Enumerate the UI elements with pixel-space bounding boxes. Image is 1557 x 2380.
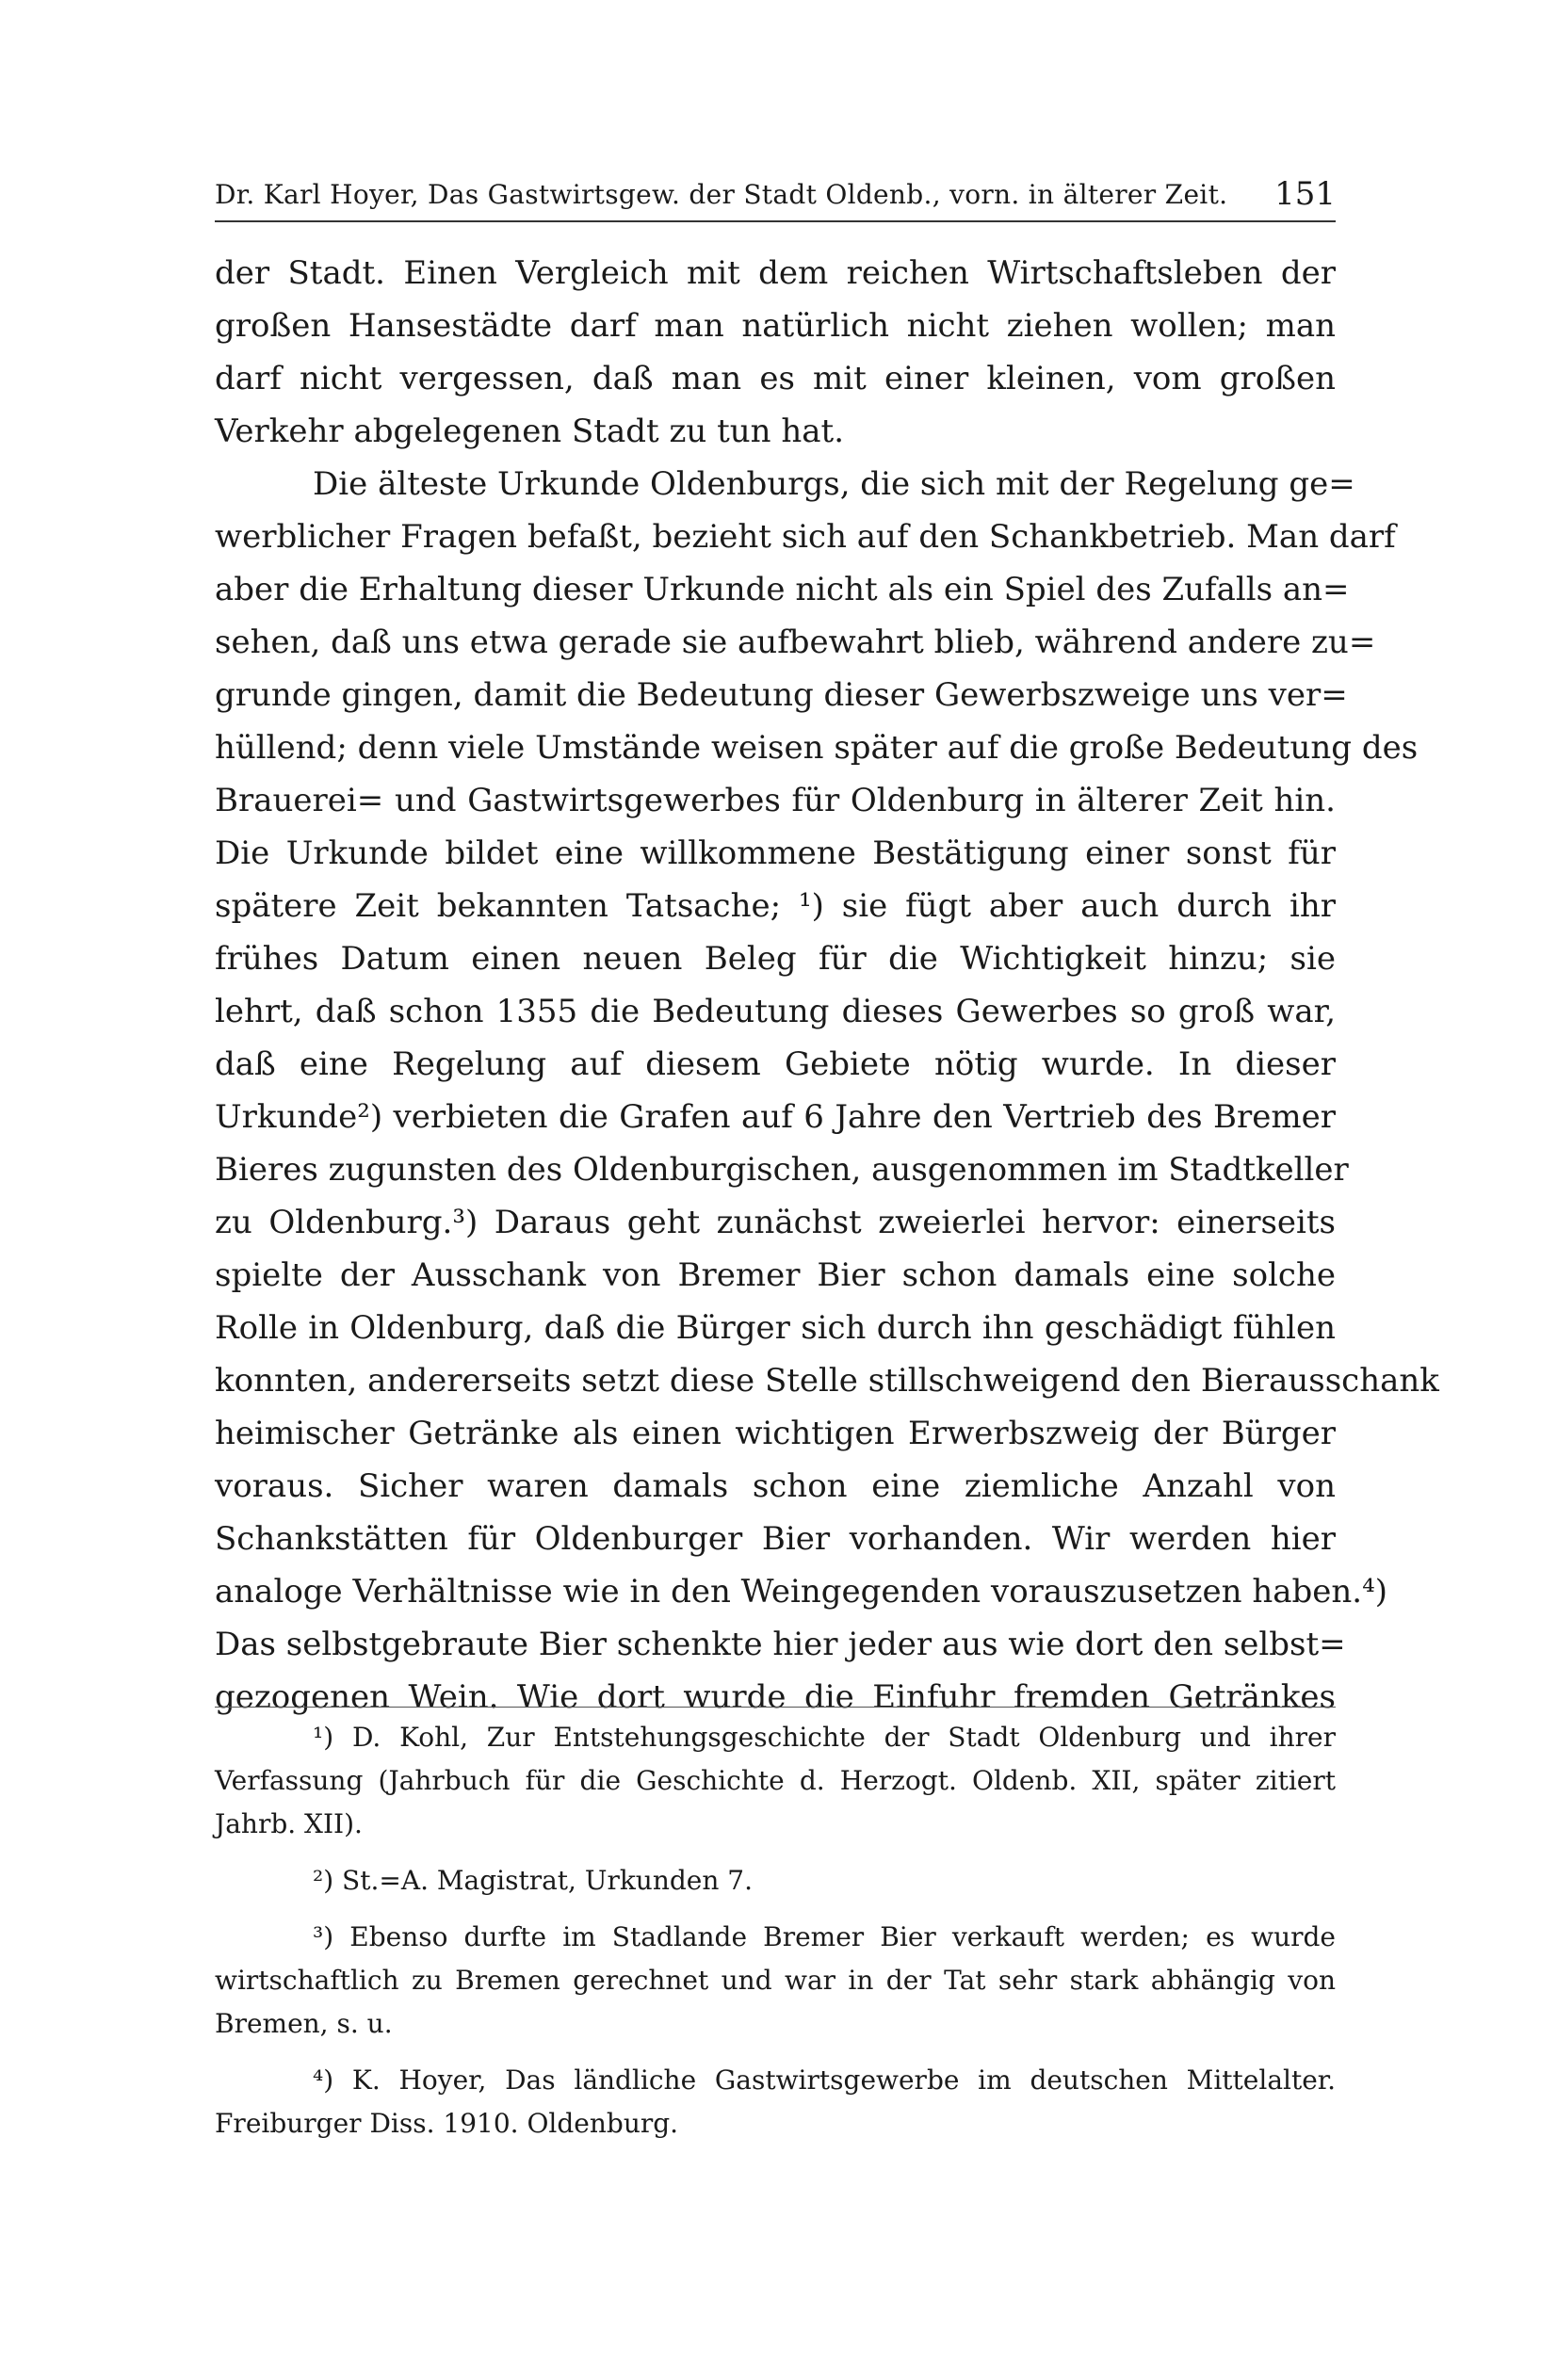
paragraph-first-line: Die älteste Urkunde Oldenburgs, die sich mit der Regelung ge= [313, 465, 1355, 503]
text-line: heimischer Getränke als einen wichtigen Erwerbszweig der Bürger [215, 1415, 1336, 1452]
text-line: der Stadt. Einen Vergleich mit dem reichen Wirtschaftsleben der [215, 254, 1336, 292]
text-line: spätere Zeit bekannten Tatsache; ¹) sie fügt aber auch durch ihr [215, 887, 1336, 925]
footnote-divider [215, 1707, 1336, 1708]
footnote-2 [215, 1859, 1336, 1902]
text-line: zu Oldenburg.³) Daraus geht zunächst zweierlei hervor: einerseits [215, 1204, 1336, 1241]
main-text [215, 247, 1439, 1724]
text-line: hüllend; denn viele Umstände weisen später auf die große Bedeutung des [215, 729, 1419, 767]
text-line: analoge Verhältnisse wie in den Weingegenden vorauszusetzen haben.⁴) [215, 1573, 1387, 1611]
text-line: Verkehr abgelegenen Stadt zu tun hat. [215, 413, 844, 450]
text-line: Rolle in Oldenburg, daß die Bürger sich durch ihn geschädigt fühlen [215, 1309, 1336, 1347]
footnote-3 [215, 1916, 1336, 2046]
text-line: großen Hansestädte darf man natürlich nicht ziehen wollen; man [215, 307, 1336, 345]
footnote-line: Bremen, s. u. [215, 2008, 393, 2039]
footnotes [215, 1716, 1336, 2145]
text-line: frühes Datum einen neuen Beleg für die Wichtigkeit hinzu; sie [215, 940, 1336, 978]
text-line: Brauerei= und Gastwirtsgewerbes für Oldenburg in älterer Zeit hin. [215, 782, 1336, 819]
footnote-1 [215, 1716, 1336, 1846]
text-line: voraus. Sicher waren damals schon eine ziemliche Anzahl von [215, 1467, 1336, 1505]
text-line: aber die Erhaltung dieser Urkunde nicht als ein Spiel des Zufalls an= [215, 571, 1350, 608]
text-line: Schankstätten für Oldenburger Bier vorhanden. Wir werden hier [215, 1520, 1336, 1558]
page-number: 151 [1274, 175, 1336, 213]
text-line: lehrt, daß schon 1355 die Bedeutung dieses Gewerbes so groß war, [215, 993, 1336, 1030]
text-line: werblicher Fragen befaßt, bezieht sich auf den Schankbetrieb. Man darf [215, 518, 1396, 556]
text-line: Das selbstgebraute Bier schenkte hier jeder aus wie dort den selbst= [215, 1626, 1346, 1663]
footnote-line: Jahrb. XII). [215, 1808, 363, 1839]
text-line: daß eine Regelung auf diesem Gebiete nötig wurde. In dieser [215, 1045, 1336, 1083]
text-line: konnten, andererseits setzt diese Stelle stillschweigend den Bierausschank [215, 1362, 1439, 1400]
running-header [215, 173, 1336, 222]
text-line: gezogenen Wein. Wie dort wurde die Einfuhr fremden Getränkes [215, 1678, 1336, 1716]
footnote-line: Verfassung (Jahrbuch für die Geschichte d. Herzogt. Oldenb. XII, später zitiert [215, 1765, 1336, 1796]
footnote-line: Freiburger Diss. 1910. Oldenburg. [215, 2108, 679, 2139]
text-line: darf nicht vergessen, daß man es mit einer kleinen, vom großen [215, 360, 1336, 397]
footnote-line: ²) St.=A. Magistrat, Urkunden 7. [313, 1865, 754, 1896]
text-line: sehen, daß uns etwa gerade sie aufbewahrt blieb, während andere zu= [215, 623, 1376, 661]
footnote-line: ⁴) K. Hoyer, Das ländliche Gastwirtsgewerbe im deutschen Mittelalter. [313, 2064, 1336, 2096]
text-line: spielte der Ausschank von Bremer Bier schon damals eine solche [215, 1256, 1336, 1294]
footnote-4 [215, 2059, 1336, 2145]
footnote-line: ¹) D. Kohl, Zur Entstehungsgeschichte der Stadt Oldenburg und ihrer [313, 1722, 1336, 1753]
text-line: Urkunde²) verbieten die Grafen auf 6 Jahre den Vertrieb des Bremer [215, 1098, 1336, 1136]
footnote-line: wirtschaftlich zu Bremen gerechnet und war in der Tat sehr stark abhängig von [215, 1965, 1336, 1996]
text-line: grunde gingen, damit die Bedeutung dieser Gewerbszweige uns ver= [215, 676, 1348, 714]
footnote-line: ³) Ebenso durfte im Stadlande Bremer Bier verkauft werden; es wurde [313, 1921, 1336, 1952]
text-line: Bieres zugunsten des Oldenburgischen, ausgenommen im Stadtkeller [215, 1151, 1349, 1189]
text-line: Die Urkunde bildet eine willkommene Bestätigung einer sonst für [215, 834, 1336, 872]
running-title: Dr. Karl Hoyer, Das Gastwirtsgew. der Stadt Oldenb., vorn. in älterer Zeit. [215, 179, 1228, 210]
